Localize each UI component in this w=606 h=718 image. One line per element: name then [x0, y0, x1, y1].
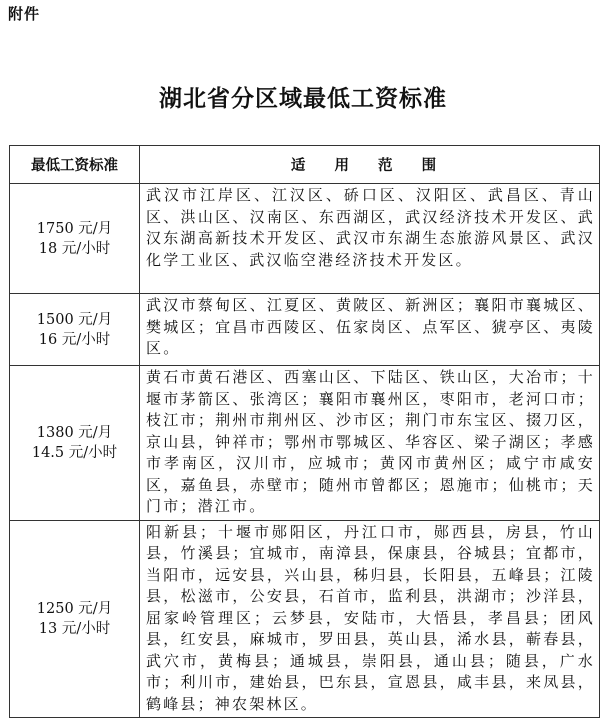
scope-cell: 黄石市黄石港区、西塞山区、下陆区、铁山区，大冶市；十堰市茅箭区、张湾区；襄阳市襄州区，枣阳市，老河口市；枝江市；荆州市荆州区、沙市区；荆门市东宝区、掇刀区，京山县，钟祥市；鄂州市鄂城区、华容区、梁子湖区；孝感市孝南区，汉川市，应城市；黄冈市黄州区；咸宁市咸安区，嘉鱼县，赤壁市；随州市曾都区；恩施市；仙桃市；天门市；潜江市。	[140, 366, 600, 521]
attachment-label: 附件	[8, 5, 41, 23]
hourly-wage: 13 元/小时	[38, 620, 111, 637]
hourly-wage: 14.5 元/小时	[31, 444, 118, 461]
monthly-wage: 1750 元/月	[36, 220, 113, 237]
wage-standard-cell	[10, 520, 140, 718]
monthly-wage: 1250 元/月	[36, 600, 113, 617]
table-row	[10, 366, 600, 521]
header-scope-label: 适 用 范 围	[290, 158, 449, 174]
table-row	[10, 294, 600, 366]
wage-standard-cell	[10, 184, 140, 294]
scope-cell: 武汉市蔡甸区、江夏区、黄陂区、新洲区；襄阳市襄城区、樊城区；宜昌市西陵区、伍家岗区、点军区、猇亭区、夷陵区。	[140, 294, 600, 366]
scope-cell: 武汉市江岸区、江汉区、硚口区、汉阳区、武昌区、青山区、洪山区、汉南区、东西湖区，武汉经济技术开发区、武汉东湖高新技术开发区、武汉市东湖生态旅游风景区、武汉化学工业区、武汉临空港经济技术开发区。	[140, 184, 600, 294]
wage-standard-cell	[10, 366, 140, 521]
table-header-row	[10, 146, 600, 184]
hourly-wage: 18 元/小时	[38, 240, 111, 257]
monthly-wage: 1500 元/月	[36, 311, 113, 328]
table-row	[10, 520, 600, 718]
header-scope	[140, 146, 600, 184]
table-row	[10, 184, 600, 294]
minimum-wage-table	[9, 145, 600, 718]
header-standard: 最低工资标准	[10, 146, 140, 184]
document-title: 湖北省分区域最低工资标准	[159, 86, 447, 112]
hourly-wage: 16 元/小时	[38, 331, 111, 348]
wage-standard-cell	[10, 294, 140, 366]
scope-cell: 阳新县；十堰市郧阳区，丹江口市，郧西县，房县，竹山县，竹溪县；宜城市，南漳县，保康县，谷城县；宜都市，当阳市，远安县，兴山县，秭归县，长阳县，五峰县；江陵县，松滋市，公安县，石首市，监利县，洪湖市；沙洋县，屈家岭管理区；云梦县，安陆市，大悟县，孝昌县；团风县，红安县，麻城市，罗田县，英山县，浠水县，蕲春县，武穴市，黄梅县；通城县，崇阳县，通山县；随县，广水市；利川市，建始县，巴东县，宣恩县，咸丰县，来凤县，鹤峰县；神农架林区。	[140, 520, 600, 718]
monthly-wage: 1380 元/月	[36, 424, 113, 441]
